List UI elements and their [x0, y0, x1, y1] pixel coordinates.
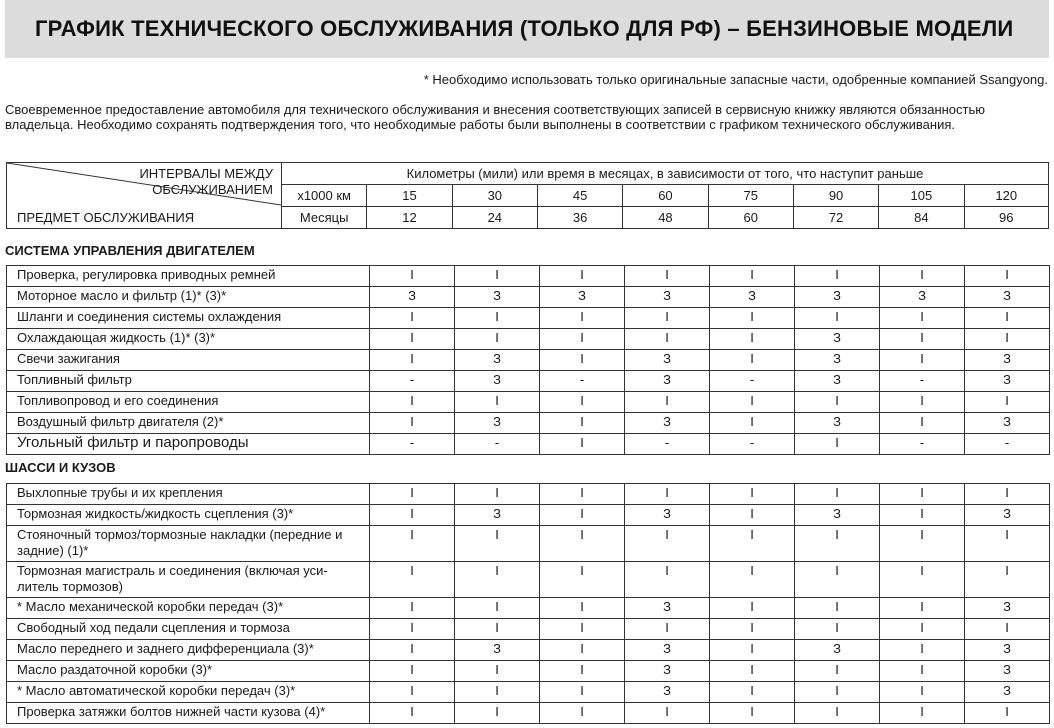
maintenance-action-cell: I: [625, 392, 710, 413]
maintenance-action-cell: I: [540, 640, 625, 661]
month-interval-cell: 60: [708, 207, 793, 229]
maintenance-action-cell: З: [625, 371, 710, 392]
maintenance-action-cell: I: [625, 562, 710, 598]
maintenance-action-cell: З: [455, 640, 540, 661]
maintenance-action-cell: I: [710, 308, 795, 329]
maintenance-action-cell: I: [625, 619, 710, 640]
table-row: [7, 505, 1050, 526]
maintenance-action-cell: З: [625, 505, 710, 526]
km-interval-cell: 15: [367, 185, 452, 207]
maintenance-action-cell: I: [710, 526, 795, 562]
maintenance-action-cell: I: [625, 308, 710, 329]
maintenance-action-cell: I: [965, 266, 1050, 287]
maintenance-item-label: * Масло механической коробки передач (3)*: [7, 598, 370, 619]
maintenance-action-cell: З: [455, 505, 540, 526]
title-bar: [5, 0, 1049, 58]
maintenance-action-cell: I: [880, 598, 965, 619]
maintenance-action-cell: I: [965, 329, 1050, 350]
maintenance-action-cell: I: [710, 329, 795, 350]
maintenance-action-cell: I: [370, 392, 455, 413]
maintenance-action-cell: I: [880, 661, 965, 682]
maintenance-action-cell: I: [540, 619, 625, 640]
maintenance-action-cell: I: [795, 392, 880, 413]
table-row: [7, 682, 1050, 703]
maintenance-action-cell: -: [880, 371, 965, 392]
maintenance-action-cell: I: [370, 308, 455, 329]
maintenance-action-cell: I: [625, 266, 710, 287]
parts-note: * Необходимо использовать только оригинальные запасные части, одобренные компанией Ssangyong.: [423, 72, 1048, 87]
maintenance-action-cell: З: [625, 661, 710, 682]
table-row: [7, 619, 1050, 640]
maintenance-item-label: Охлаждающая жидкость (1)* (3)*: [7, 329, 370, 350]
maintenance-action-cell: I: [455, 308, 540, 329]
maintenance-action-cell: З: [540, 287, 625, 308]
maintenance-action-cell: I: [710, 266, 795, 287]
maintenance-action-cell: З: [795, 371, 880, 392]
maintenance-item-label: Тормозная жидкость/жидкость сцепления (3)*: [7, 505, 370, 526]
maintenance-action-cell: I: [795, 562, 880, 598]
maintenance-action-cell: I: [370, 266, 455, 287]
table-row: [7, 484, 1050, 505]
maintenance-item-label: Тормозная магистраль и соединения (включая уси-литель тормозов): [7, 562, 370, 598]
engine-schedule-table: [6, 265, 1050, 455]
maintenance-action-cell: I: [455, 619, 540, 640]
maintenance-action-cell: З: [965, 350, 1050, 371]
maintenance-action-cell: I: [455, 526, 540, 562]
maintenance-item-label: * Масло автоматической коробки передач (3)*: [7, 682, 370, 703]
maintenance-action-cell: I: [540, 308, 625, 329]
maintenance-action-cell: I: [455, 266, 540, 287]
maintenance-action-cell: I: [370, 598, 455, 619]
maintenance-action-cell: I: [710, 661, 795, 682]
maintenance-action-cell: I: [965, 392, 1050, 413]
intro-paragraph: Своевременное предоставление автомобиля для технического обслуживания и внесения соответствующих записей в сервисную книжку являются обязанностью владельца. Необходимо сохранять подтверждения того, что необходимые работы были выполнены в соответствии с графиком технического обслуживания.: [5, 102, 986, 132]
maintenance-action-cell: З: [625, 640, 710, 661]
maintenance-action-cell: I: [710, 619, 795, 640]
table-row: [7, 350, 1050, 371]
maintenance-action-cell: З: [455, 413, 540, 434]
page-title: ГРАФИК ТЕХНИЧЕСКОГО ОБСЛУЖИВАНИЯ (ТОЛЬКО ДЛЯ РФ) – БЕНЗИНОВЫЕ МОДЕЛИ: [35, 16, 1014, 41]
table-row: [7, 640, 1050, 661]
maintenance-action-cell: З: [965, 682, 1050, 703]
month-interval-cell: 48: [623, 207, 708, 229]
intervals-label-line2: ОБСЛУЖИВАНИЕМ: [152, 182, 274, 197]
maintenance-action-cell: I: [540, 484, 625, 505]
maintenance-action-cell: -: [370, 371, 455, 392]
maintenance-action-cell: I: [540, 703, 625, 724]
maintenance-action-cell: I: [965, 562, 1050, 598]
maintenance-action-cell: I: [625, 526, 710, 562]
maintenance-action-cell: -: [965, 434, 1050, 455]
maintenance-action-cell: I: [965, 526, 1050, 562]
maintenance-action-cell: -: [710, 371, 795, 392]
table-row: [7, 661, 1050, 682]
maintenance-action-cell: З: [455, 350, 540, 371]
maintenance-item-label: Шланги и соединения системы охлаждения: [7, 308, 370, 329]
maintenance-action-cell: З: [795, 287, 880, 308]
maintenance-action-cell: I: [710, 703, 795, 724]
maintenance-action-cell: I: [370, 526, 455, 562]
item-column-label: ПРЕДМЕТ ОБСЛУЖИВАНИЯ: [17, 210, 195, 225]
table-row: [7, 371, 1050, 392]
maintenance-action-cell: I: [540, 505, 625, 526]
km-interval-cell: 60: [623, 185, 708, 207]
maintenance-action-cell: I: [540, 526, 625, 562]
maintenance-action-cell: I: [540, 413, 625, 434]
table-row: [7, 526, 1050, 562]
maintenance-action-cell: З: [880, 287, 965, 308]
maintenance-action-cell: I: [540, 392, 625, 413]
table-row: [7, 413, 1050, 434]
schedule-header-table: [6, 162, 1049, 229]
maintenance-action-cell: З: [795, 505, 880, 526]
maintenance-action-cell: I: [370, 350, 455, 371]
maintenance-action-cell: I: [880, 392, 965, 413]
maintenance-action-cell: I: [965, 619, 1050, 640]
maintenance-action-cell: З: [795, 329, 880, 350]
maintenance-item-label: Воздушный фильтр двигателя (2)*: [7, 413, 370, 434]
maintenance-action-cell: З: [795, 413, 880, 434]
maintenance-action-cell: З: [370, 287, 455, 308]
maintenance-action-cell: I: [710, 350, 795, 371]
table-row: [7, 392, 1050, 413]
maintenance-action-cell: I: [455, 329, 540, 350]
maintenance-action-cell: I: [455, 392, 540, 413]
maintenance-action-cell: З: [965, 413, 1050, 434]
maintenance-action-cell: I: [540, 562, 625, 598]
maintenance-item-label: Масло переднего и заднего дифференциала (3)*: [7, 640, 370, 661]
intervals-label: [139, 166, 273, 198]
table-row: [7, 703, 1050, 724]
month-interval-cell: 36: [537, 207, 622, 229]
maintenance-action-cell: I: [710, 682, 795, 703]
maintenance-action-cell: I: [710, 562, 795, 598]
maintenance-action-cell: I: [965, 308, 1050, 329]
maintenance-action-cell: -: [370, 434, 455, 455]
table-row: [7, 329, 1050, 350]
maintenance-action-cell: З: [455, 371, 540, 392]
maintenance-action-cell: З: [625, 413, 710, 434]
table-row: [7, 308, 1050, 329]
km-interval-cell: 30: [452, 185, 537, 207]
maintenance-action-cell: З: [965, 371, 1050, 392]
maintenance-action-cell: I: [370, 505, 455, 526]
km-interval-cell: 45: [537, 185, 622, 207]
km-interval-cell: 120: [964, 185, 1048, 207]
table-row: [7, 434, 1050, 455]
maintenance-action-cell: З: [625, 287, 710, 308]
maintenance-action-cell: I: [540, 329, 625, 350]
maintenance-action-cell: I: [710, 598, 795, 619]
maintenance-action-cell: I: [370, 682, 455, 703]
month-interval-cell: 12: [367, 207, 452, 229]
maintenance-action-cell: З: [795, 640, 880, 661]
km-label: x1000 км: [282, 185, 367, 207]
maintenance-action-cell: I: [795, 308, 880, 329]
maintenance-action-cell: I: [540, 682, 625, 703]
maintenance-action-cell: З: [795, 350, 880, 371]
maintenance-action-cell: З: [710, 287, 795, 308]
maintenance-action-cell: I: [965, 703, 1050, 724]
maintenance-item-label: Топливный фильтр: [7, 371, 370, 392]
chassis-schedule-table: [6, 483, 1050, 724]
maintenance-action-cell: З: [965, 287, 1050, 308]
maintenance-action-cell: I: [455, 703, 540, 724]
maintenance-action-cell: I: [795, 598, 880, 619]
maintenance-action-cell: I: [540, 434, 625, 455]
maintenance-action-cell: I: [710, 413, 795, 434]
maintenance-action-cell: -: [540, 371, 625, 392]
maintenance-item-label: Выхлопные трубы и их крепления: [7, 484, 370, 505]
maintenance-action-cell: I: [625, 703, 710, 724]
maintenance-action-cell: З: [965, 661, 1050, 682]
month-interval-cell: 24: [452, 207, 537, 229]
maintenance-action-cell: I: [880, 682, 965, 703]
month-interval-cell: 84: [879, 207, 964, 229]
km-interval-cell: 90: [793, 185, 878, 207]
maintenance-item-label: Моторное масло и фильтр (1)* (3)*: [7, 287, 370, 308]
table-row: [7, 266, 1050, 287]
km-interval-cell: 105: [879, 185, 964, 207]
maintenance-action-cell: I: [880, 329, 965, 350]
maintenance-action-cell: I: [880, 350, 965, 371]
section-title-chassis: ШАССИ И КУЗОВ: [5, 460, 116, 475]
month-interval-cell: 72: [793, 207, 878, 229]
maintenance-action-cell: I: [880, 308, 965, 329]
maintenance-item-label: Угольный фильтр и паропроводы: [7, 434, 370, 455]
maintenance-item-label: Проверка, регулировка приводных ремней: [7, 266, 370, 287]
km-interval-cell: 75: [708, 185, 793, 207]
maintenance-action-cell: I: [625, 484, 710, 505]
maintenance-action-cell: I: [795, 682, 880, 703]
interval-span-label: Километры (мили) или время в месяцах, в зависимости от того, что наступит раньше: [282, 163, 1049, 185]
maintenance-action-cell: I: [370, 413, 455, 434]
maintenance-action-cell: I: [880, 266, 965, 287]
maintenance-action-cell: -: [880, 434, 965, 455]
maintenance-action-cell: I: [710, 392, 795, 413]
maintenance-action-cell: З: [625, 598, 710, 619]
maintenance-action-cell: I: [965, 484, 1050, 505]
maintenance-item-label: Масло раздаточной коробки (3)*: [7, 661, 370, 682]
header-corner-cell: [7, 163, 282, 229]
maintenance-item-label: Свечи зажигания: [7, 350, 370, 371]
month-interval-cell: 96: [964, 207, 1048, 229]
maintenance-action-cell: I: [455, 484, 540, 505]
maintenance-action-cell: I: [880, 640, 965, 661]
maintenance-action-cell: I: [370, 562, 455, 598]
maintenance-action-cell: I: [710, 640, 795, 661]
maintenance-action-cell: I: [370, 619, 455, 640]
maintenance-action-cell: I: [540, 350, 625, 371]
maintenance-action-cell: I: [795, 484, 880, 505]
maintenance-action-cell: I: [540, 266, 625, 287]
section-title-engine: СИСТЕМА УПРАВЛЕНИЯ ДВИГАТЕЛЕМ: [5, 243, 255, 258]
maintenance-action-cell: I: [880, 505, 965, 526]
maintenance-action-cell: I: [455, 661, 540, 682]
maintenance-action-cell: I: [710, 505, 795, 526]
maintenance-action-cell: З: [965, 598, 1050, 619]
maintenance-action-cell: I: [540, 598, 625, 619]
maintenance-action-cell: I: [710, 484, 795, 505]
maintenance-action-cell: I: [540, 661, 625, 682]
maintenance-action-cell: I: [880, 413, 965, 434]
maintenance-action-cell: I: [370, 484, 455, 505]
maintenance-action-cell: I: [795, 703, 880, 724]
table-row: [7, 287, 1050, 308]
maintenance-action-cell: I: [370, 329, 455, 350]
maintenance-action-cell: I: [880, 619, 965, 640]
maintenance-action-cell: З: [965, 640, 1050, 661]
maintenance-action-cell: -: [710, 434, 795, 455]
table-row: [7, 598, 1050, 619]
months-label: Месяцы: [282, 207, 367, 229]
maintenance-action-cell: I: [795, 266, 880, 287]
maintenance-action-cell: I: [370, 661, 455, 682]
maintenance-action-cell: З: [455, 287, 540, 308]
maintenance-action-cell: З: [625, 350, 710, 371]
maintenance-action-cell: I: [455, 598, 540, 619]
maintenance-action-cell: I: [455, 682, 540, 703]
maintenance-action-cell: I: [880, 562, 965, 598]
maintenance-action-cell: I: [370, 640, 455, 661]
maintenance-action-cell: I: [625, 329, 710, 350]
maintenance-action-cell: I: [370, 703, 455, 724]
maintenance-action-cell: I: [455, 562, 540, 598]
maintenance-action-cell: З: [625, 682, 710, 703]
table-row: [7, 562, 1050, 598]
maintenance-action-cell: З: [965, 505, 1050, 526]
maintenance-item-label: Свободный ход педали сцепления и тормоза: [7, 619, 370, 640]
maintenance-action-cell: I: [880, 526, 965, 562]
maintenance-action-cell: I: [795, 434, 880, 455]
maintenance-item-label: Проверка затяжки болтов нижней части кузова (4)*: [7, 703, 370, 724]
maintenance-item-label: Стояночный тормоз/тормозные накладки (передние и задние) (1)*: [7, 526, 370, 562]
maintenance-action-cell: -: [625, 434, 710, 455]
maintenance-action-cell: I: [880, 703, 965, 724]
maintenance-action-cell: I: [795, 619, 880, 640]
maintenance-action-cell: -: [455, 434, 540, 455]
maintenance-item-label: Топливопровод и его соединения: [7, 392, 370, 413]
maintenance-action-cell: I: [880, 484, 965, 505]
maintenance-action-cell: I: [795, 526, 880, 562]
intervals-label-line1: ИНТЕРВАЛЫ МЕЖДУ: [139, 166, 274, 181]
maintenance-action-cell: I: [795, 661, 880, 682]
